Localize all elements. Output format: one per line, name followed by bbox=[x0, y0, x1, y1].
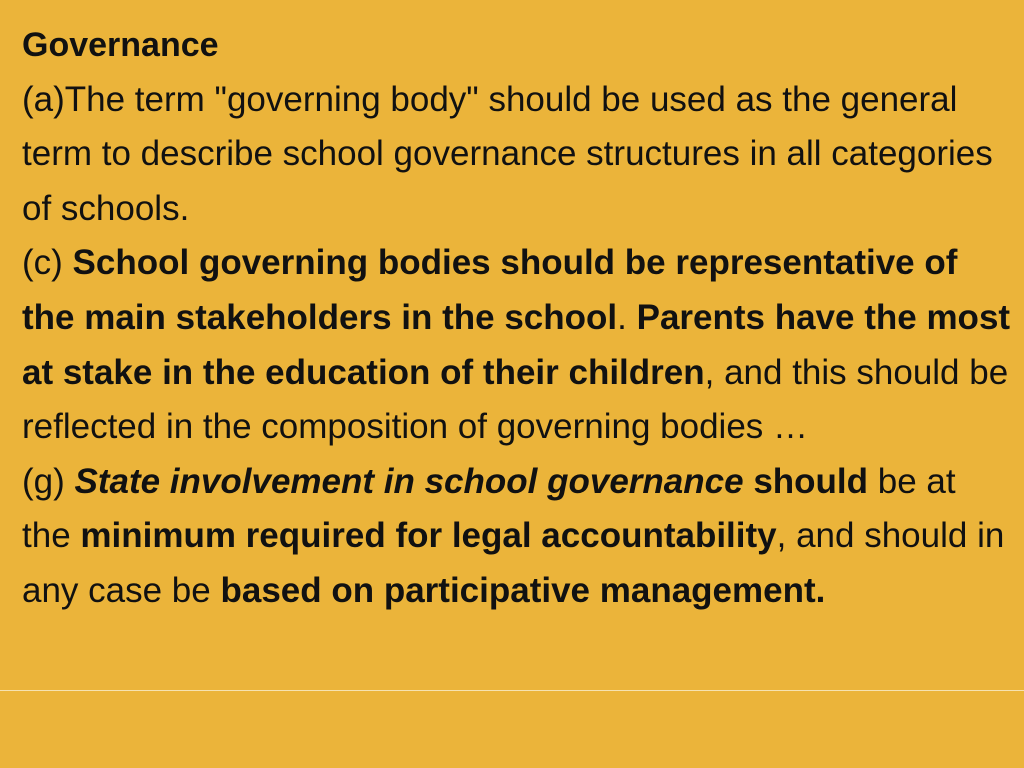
slide-title: Governance bbox=[22, 26, 219, 64]
paragraph-g-text-2: , and should in any case be bbox=[22, 516, 1005, 610]
paragraph-c-rest: , and this should be reflected in the composition of governing bodies … bbox=[22, 352, 1009, 447]
horizontal-divider bbox=[0, 690, 1024, 691]
paragraph-g-prefix: (g) bbox=[22, 461, 75, 501]
paragraph-g-bold-participative: based on participative management. bbox=[220, 570, 826, 610]
paragraph-g-separator bbox=[744, 462, 754, 501]
paragraph-c-separator: . bbox=[617, 297, 637, 337]
paragraph-g bbox=[22, 455, 1012, 619]
paragraph-g-bold-should: should bbox=[753, 461, 869, 501]
slide-body bbox=[22, 18, 1012, 619]
paragraph-g-text-1: be at the bbox=[22, 461, 956, 556]
paragraph-g-bold-italic-state: State involvement in school governance bbox=[74, 461, 744, 501]
paragraph-c-prefix: (c) bbox=[22, 243, 73, 283]
paragraph-c-bold-parents: Parents have the most at stake in the education of their children bbox=[22, 297, 1011, 392]
paragraph-a: (a)The term "governing body" should be used as the general term to describe school governance structures in all categories of schools. bbox=[22, 79, 993, 228]
paragraph-c bbox=[22, 236, 1012, 454]
paragraph-g-bold-minimum: minimum required for legal accountability bbox=[80, 516, 777, 556]
paragraph-c-bold-stakeholders: School governing bodies should be representative of the main stakeholders in the school bbox=[22, 243, 958, 337]
